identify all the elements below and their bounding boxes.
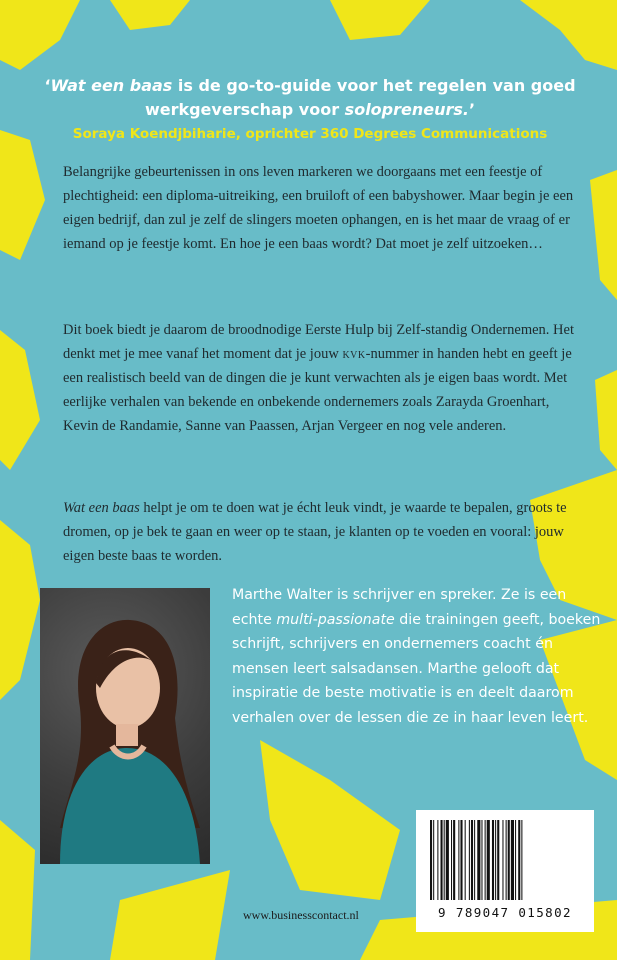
author-bio: Marthe Walter is schrijver en spreker. Ze is een echte multi-passionate die trainingen geeft, boeken schrijft, schrijvers en ondernemers coacht én mensen leert salsadansen. Marthe gelooft dat inspiratie de beste motivatie is en deelt daarom verhalen over de lessen die ze in haar leven leert. <box>232 587 601 726</box>
paragraph-book-description: Dit boek biedt je daarom de broodnodige Eerste Hulp bij Zelf-standig Ondernemen. Het denkt met je mee vanaf het moment dat je jouw kvk-nummer in handen hebt en geeft je een realistisch beeld van de dingen die je kunt verwachten als je eigen baas wordt. Met eerlijke verhalen van bekende en onbekende ondernemers zoals Zarayda Groenhart, Kevin de Randamie, Sanne van Paassen, Arjan Vergeer en nog vele anderen. <box>63 322 574 434</box>
quote-attribution: Soraya Koendjbiharie, oprichter 360 Degrees Communications <box>72 126 548 142</box>
isbn-number: 9 789047 015802 <box>438 905 572 920</box>
book-title: Wat een baas <box>50 76 173 95</box>
isbn-barcode <box>416 810 594 932</box>
book-title: Wat een baas <box>63 500 140 516</box>
review-quote: ‘Wat een baas is de go-to-guide voor het regelen van goed werkgeverschap voor solopreneurs.’ <box>44 76 576 119</box>
emphasis: solopreneurs. <box>344 100 469 119</box>
emphasis: multi-passionate <box>276 611 395 628</box>
paragraph-summary: Wat een baas helpt je om te doen wat je écht leuk vindt, je waarde te bepalen, groots te dromen, op je bek te gaan en weer op te staan, je klanten op te voeden en vooral: jouw eigen beste baas te worden. <box>63 500 567 564</box>
kvk-abbreviation: kvk <box>342 346 366 362</box>
author-photo <box>40 588 210 864</box>
publisher-website: www.businesscontact.nl <box>243 908 359 922</box>
paragraph-intro: Belangrijke gebeurtenissen in ons leven markeren we doorgaans met een feestje of plechtigheid: een diploma-uitreiking, een bruiloft of een babyshower. Maar begin je een eigen bedrijf, dan zul je zelf de slingers moeten ophangen, en is het maar de vraag of er iemand op je feestje komt. En hoe je een baas wordt? Dat moet je zelf uitzoeken… <box>63 164 574 252</box>
